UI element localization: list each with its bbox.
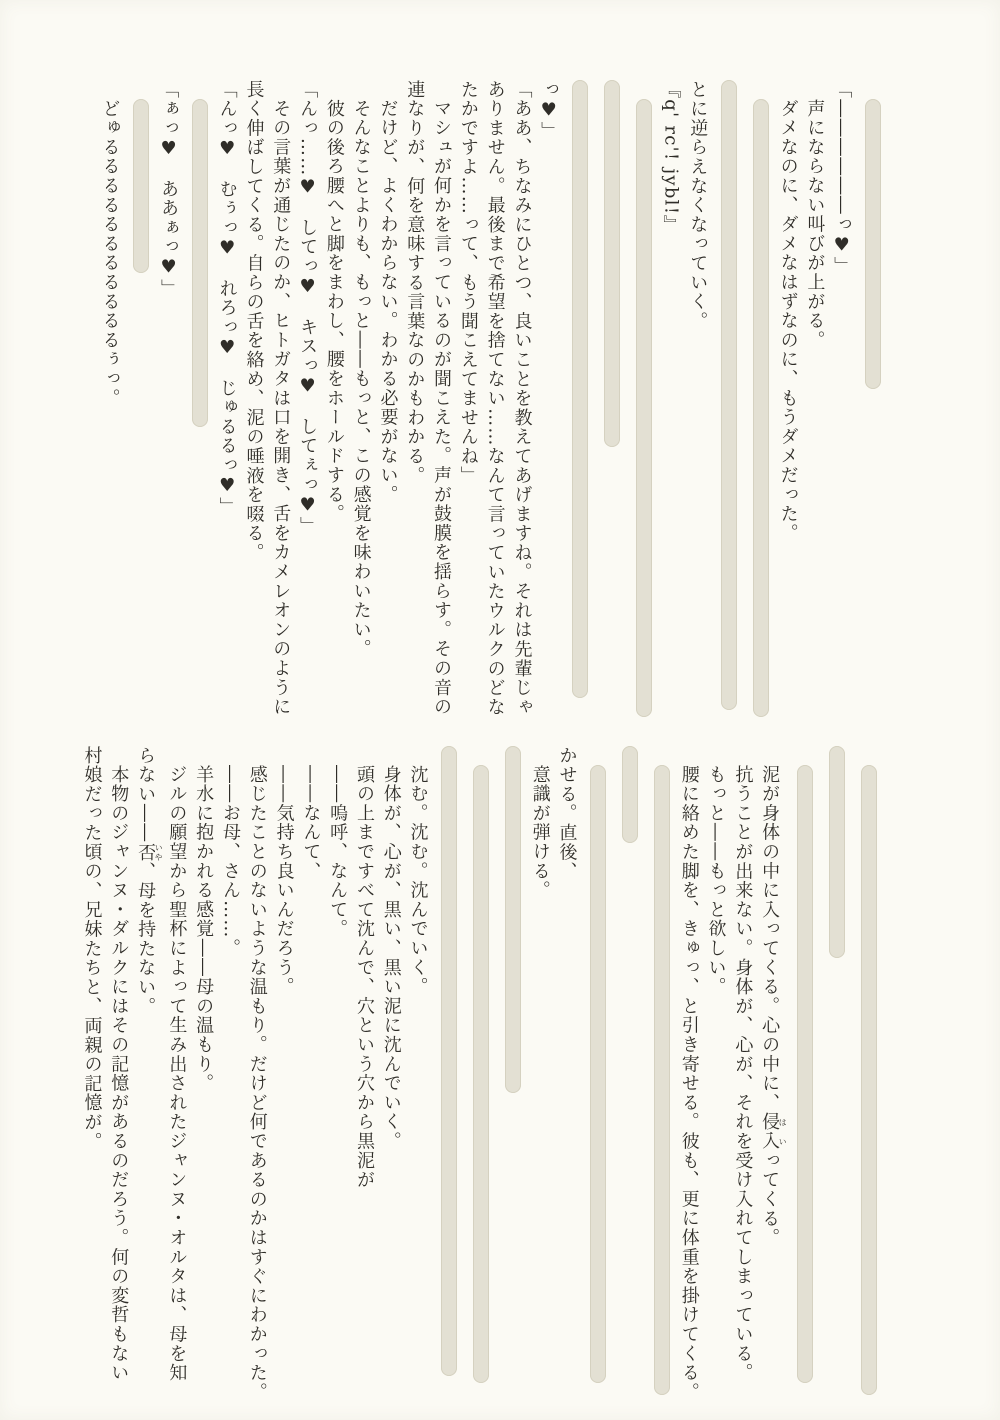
text-column: ダメなのに、ダメなはずなのに、もうダメだった。	[777, 99, 799, 543]
redacted-text-bar	[133, 99, 149, 273]
redacted-column	[593, 80, 625, 730]
bottom-text-block	[81, 746, 882, 1408]
redacted-text-bar	[861, 765, 877, 1395]
redacted-column	[494, 746, 526, 1408]
text-column: ――お母、さん……。	[219, 765, 241, 958]
text-column: 彼の後ろ腰へと脚をまわし、腰をホールドする。	[323, 99, 345, 524]
redacted-column	[122, 80, 154, 730]
text-column: たかですよ……って、もう聞こえてませんね」	[457, 80, 479, 486]
text-column: 本物のジャンヌ・ダルクにはその記憶があるのだろう。何の変哲もない	[108, 765, 130, 1383]
text-column: かせる。直後、	[556, 746, 578, 882]
redacted-column	[818, 746, 850, 1408]
text-column: 頭の上まですべて沈んで、穴という穴から黒泥が	[353, 765, 375, 1190]
text-column: 羊水に抱かれる感覚――母の温もり。	[193, 765, 215, 1094]
text-column: 「――――――っ♥」	[831, 80, 853, 276]
ruby-annotated-word: 侵入はい	[759, 1112, 788, 1152]
redacted-column	[431, 746, 463, 1408]
text-column: 声にならない叫びが上がる。	[804, 99, 826, 350]
text-column: 「んっ♥ むぅっ♥ れろっ♥ じゅるるっ♥」	[216, 80, 238, 517]
redacted-column	[462, 746, 494, 1408]
text-column: 長く伸ばしてくる。自らの舌を絡め、泥の唾液を啜る。	[243, 80, 265, 563]
redacted-text-bar	[572, 80, 588, 698]
redacted-text-bar	[622, 746, 638, 843]
text-column: そんなことよりも、もっと――もっと、この感覚を味わいたい。	[350, 99, 372, 659]
text-column: とに逆らえなくなっていく。	[687, 80, 709, 331]
redacted-column	[742, 80, 774, 730]
text-column: どゅるるるるるるるるるるるぅっ。	[99, 99, 121, 408]
text-column: っ♥」	[538, 80, 560, 141]
redacted-column	[854, 80, 886, 730]
text-column: もっと――もっと欲しい。	[705, 765, 727, 997]
redacted-text-bar	[505, 746, 521, 1093]
text-column: ――気持ち良いんだろう。	[273, 765, 295, 997]
text-column: 『q' rc'! jybl!』	[660, 80, 682, 235]
redacted-text-bar	[636, 99, 652, 717]
text-column: 身体が、心が、黒い、黒い泥に沈んでいく。	[380, 765, 402, 1151]
redacted-column	[580, 746, 612, 1408]
redacted-text-bar	[865, 99, 881, 389]
redacted-text-bar	[829, 746, 845, 958]
redacted-text-bar	[797, 765, 813, 1383]
text-column: 腰に絡めた脚を、きゅっ、と引き寄せる。彼も、更に体重を掛けてくる。	[678, 765, 700, 1402]
redacted-column	[787, 746, 819, 1408]
redacted-text-bar	[441, 746, 457, 1376]
text-column: ありません。最後まで希望を捨てない……なんて言っていたウルクのどな	[484, 80, 506, 717]
redacted-text-bar	[753, 99, 769, 717]
text-column: だけど、よくわからない。わかる必要がない。	[377, 99, 399, 505]
text-column: ジルの願望から聖杯によって生み出されたジャンヌ・オルタは、母を知	[166, 765, 188, 1383]
text-column: 感じたことのないような温もり。だけど何であるのかはすぐにわかった。	[246, 765, 268, 1402]
redacted-column	[611, 746, 643, 1408]
text-column: 連なりが、何を意味する言葉なのかもわかる。	[404, 80, 426, 486]
redacted-column	[561, 80, 593, 730]
redacted-column	[710, 80, 742, 730]
text-column: 意識が弾ける。	[529, 765, 551, 901]
redacted-text-bar	[654, 765, 670, 1395]
text-column: その言葉が通じたのか、ヒトガタは口を開き、舌をカメレオンのように	[270, 99, 292, 717]
top-text-block	[99, 80, 886, 730]
redacted-text-bar	[590, 765, 606, 1383]
redacted-column	[643, 746, 675, 1408]
text-column: 「んっ……♥ してっ♥ キスっ♥ してぇっ♥」	[297, 80, 319, 536]
text-column: マシュが何かを言っているのが聞こえた。声が鼓膜を揺らす。その音の	[431, 99, 453, 717]
redacted-text-bar	[473, 765, 489, 1383]
ruby-annotated-word: 否いや	[135, 842, 164, 862]
redacted-column	[181, 80, 213, 730]
text-column: 「ああ、ちなみにひとつ、良いことを教えてあげますね。それは先輩じゃ	[511, 80, 533, 717]
text-column: 沈む。沈む。沈んでいく。	[407, 765, 429, 997]
redacted-text-bar	[721, 80, 737, 710]
text-column: ――嗚呼、なんて。	[327, 765, 349, 939]
redacted-column	[625, 80, 657, 730]
text-column: 「ぁっ♥ ああぁっ♥」	[158, 80, 180, 299]
text-column: らない――否いや、母を持たない。	[135, 746, 164, 1017]
text-column: 村娘だった頃の、兄妹たちと、両親の記憶が。	[81, 746, 103, 1152]
text-column: 抗うことが出来ない。身体が、心が、それを受け入れてしまっている。	[732, 765, 754, 1383]
redacted-text-bar	[604, 80, 620, 447]
text-column: 泥が身体の中に入ってくる。心の中に、侵入はいってくる。	[759, 765, 788, 1248]
redacted-column	[850, 746, 882, 1408]
text-column: ――なんて、	[300, 765, 322, 881]
redacted-text-bar	[192, 99, 208, 427]
